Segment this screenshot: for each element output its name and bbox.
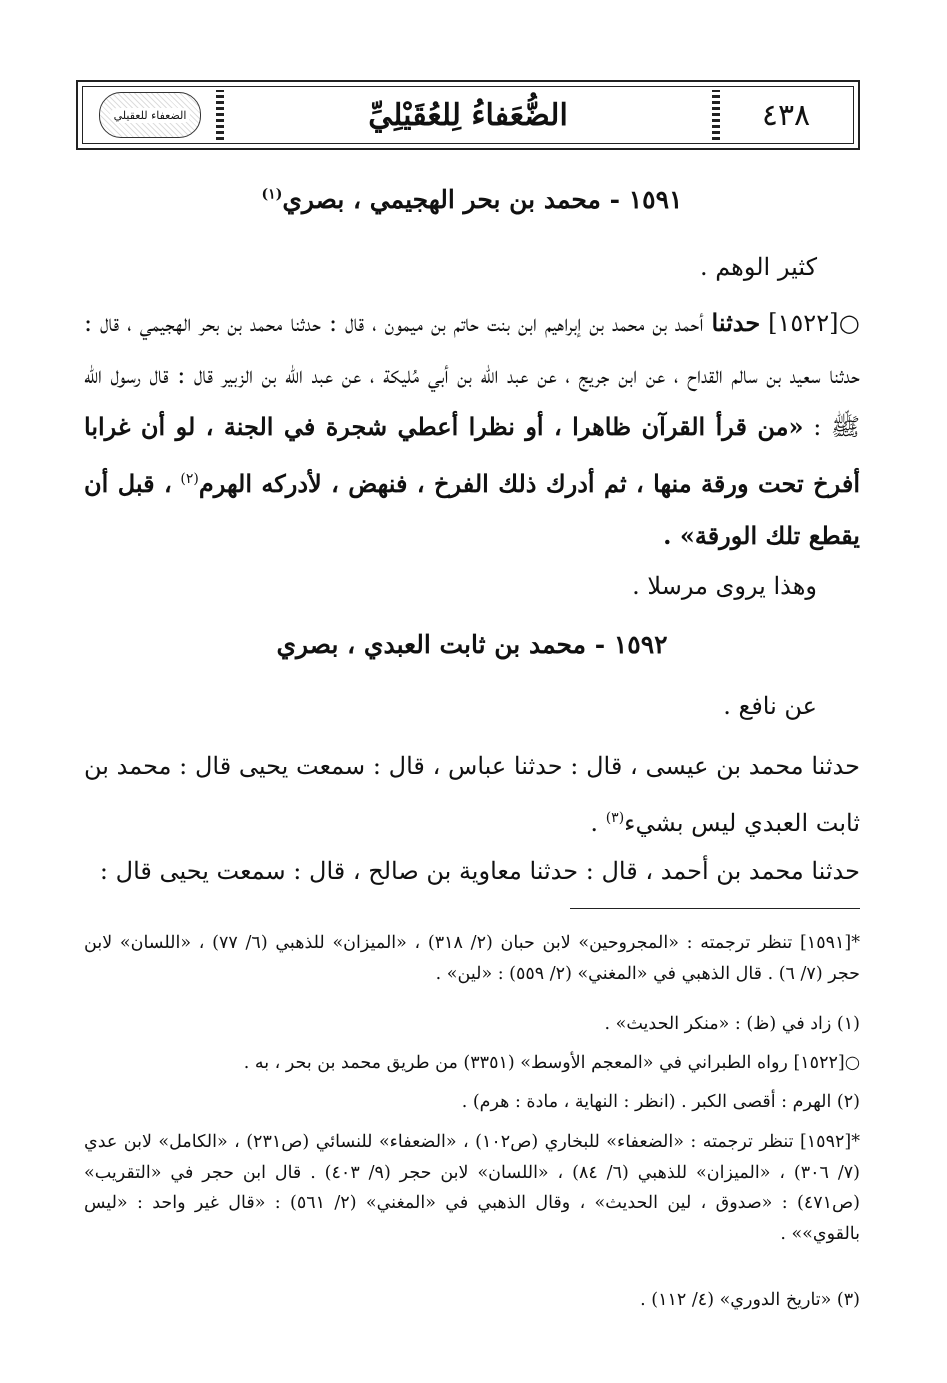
footnote-separator xyxy=(570,908,860,909)
entry-para-1592-a: حدثنا محمد بن عيسى ، قال : حدثنا عباس ، قال : سمعت يحيى قال : محمد بن ثابت العبدي ليس بشيء$^{(٣)}$ . xyxy=(84,752,860,837)
entry-heading-1591: ١٥٩١ - محمد بن بحر الهجيمي ، بصري$^{(١)}$ xyxy=(261,185,683,214)
hadith-matn-a: «من قرأ القرآن ظاهرا ، أو نظرا أعطي شجرة في الجنة ، لو أن غرابا أفرخ تحت ورقة منها ، ثم أدرك ذلك الفرخ ، فنهض ، لأدركه الهرم xyxy=(84,412,860,498)
hadith-matn-b: ، قبل أن يقطع تلك الورقة» . xyxy=(84,469,860,550)
ornament-label: الضعفاء للعقيلي xyxy=(110,108,191,123)
entry-intro-1591: كثير الوهم . xyxy=(699,253,817,281)
hadith-marker: ○[١٥٢٢] xyxy=(768,309,861,337)
page-number: ٤٣٨ xyxy=(761,97,811,133)
header-ornament xyxy=(90,90,210,140)
footnote-1591: *[١٥٩١] تنظر ترجمته : «المجروحين» لابن حبان (٢/ ٣١٨) ، «الميزان» للذهبي (٦/ ٧٧) ، «اللسان» لابن حجر (٧/ ٦) . قال الذهبي في «المغني» (٢/ ٥٥٩) : «لين» . xyxy=(84,933,860,984)
entry-heading-1592: ١٥٩٢ - محمد بن ثابت العبدي ، بصري xyxy=(276,630,668,659)
hadith-abbrev: حدثنا xyxy=(711,308,761,337)
page-header xyxy=(76,80,860,150)
header-divider-right xyxy=(712,90,720,140)
footnote-2: (٢) الهرم : أقصى الكبر . (انظر : النهاية ، مادة : هرم) . xyxy=(461,1092,860,1112)
entry-para-1592-b: حدثنا محمد بن أحمد ، قال : حدثنا معاوية بن صالح ، قال : سمعت يحيى قال : xyxy=(99,857,860,885)
running-title: الضُّعَفاءُ لِلعُقَيْلِيِّ xyxy=(368,97,568,133)
footnote-ref-2: (٢) xyxy=(180,471,199,487)
entry-intro-1592: عن نافع . xyxy=(723,692,817,720)
footnote-1522: ○[١٥٢٢] رواه الطبراني في «المعجم الأوسط» (٣٣٥١) من طريق محمد بن بحر ، به . xyxy=(243,1053,860,1073)
header-divider-left xyxy=(216,90,224,140)
footnote-ref-1: (١) xyxy=(261,186,283,203)
footnote-ref-3: (٣) xyxy=(605,810,625,826)
hadith-isnad: أحمد بن محمد بن إبراهيم ابن بنت حاتم بن ميمون ، قال : حدثنا محمد بن بحر الهجيمي ، قال : حدثنا سعيد بن سالم القداح ، عن ابن جريج ، عن عبد الله بن أبي مُليكة ، عن عبد الله بن الزبير قال : قال رسول الله ﷺ : xyxy=(84,309,861,441)
entry-closing-1591: وهذا يروى مرسلا . xyxy=(632,572,817,600)
footnote-3: (٣) «تاريخ الدوري» (٤/ ١١٢) . xyxy=(640,1290,860,1310)
footnote-1: (١) زاد في (ظ) : «منكر الحديث» . xyxy=(604,1014,860,1034)
footnote-1592: *[١٥٩٢] تنظر ترجمته : «الضعفاء» للبخاري (ص١٠٢) ، «الضعفاء» للنسائي (ص٢٣١) ، «الكامل» لابن عدي (٧/ ٣٠٦) ، «الميزان» للذهبي (٦/ ٨٤) ، «اللسان» لابن حجر (٩/ ٤٠٣) . قال ابن حجر في «التقريب» (ص٤٧١) : «صدوق ، لين الحديث» ، وقال الذهبي في «المغني» (٢/ ٥٦١) : «قال غير واحد : «ليس بالقوي»» . xyxy=(84,1132,861,1244)
ornament-medallion xyxy=(99,92,201,138)
hadith-1522 xyxy=(84,297,860,562)
